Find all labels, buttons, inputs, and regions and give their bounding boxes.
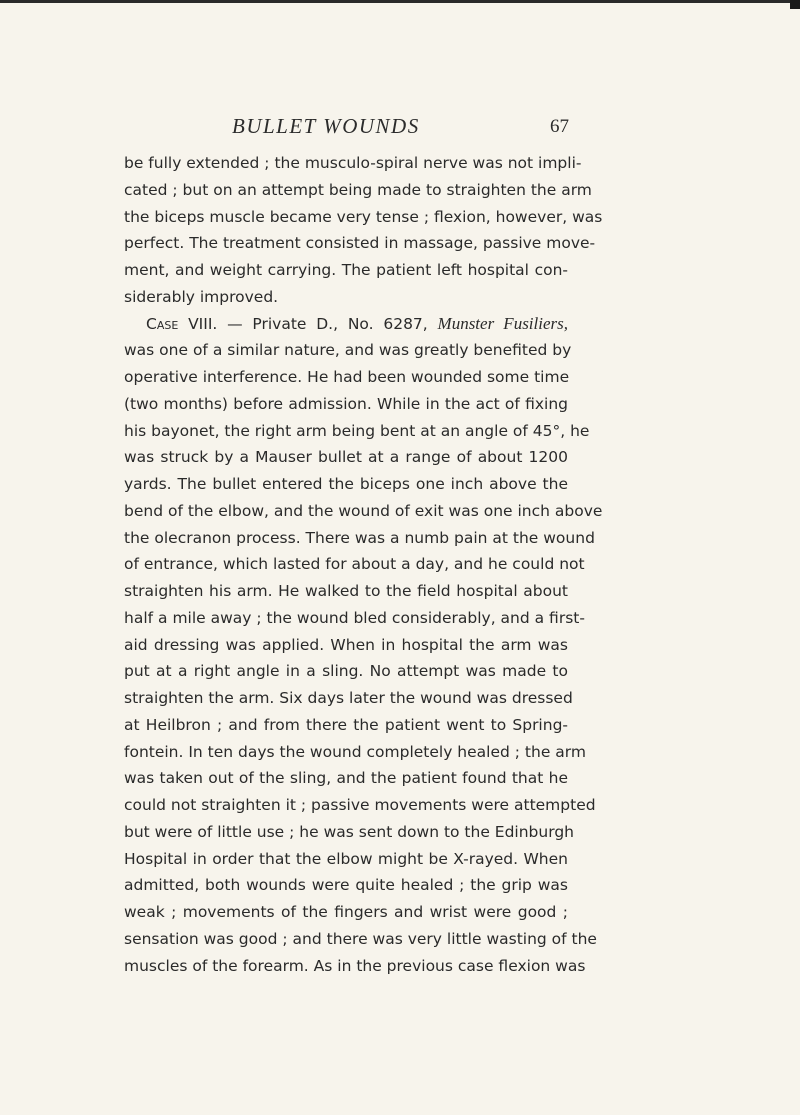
text-line: yards. The bullet entered the biceps one inch above the — [124, 475, 568, 493]
text-line: was one of a similar nature, and was greatly benefited by — [124, 341, 572, 360]
page-number: 67 — [550, 116, 569, 137]
corner-mark — [790, 0, 800, 9]
text-line: weak ; movements of the fingers and wrist were good ; — [124, 903, 568, 921]
text-line: was struck by a Mauser bullet at a range of about 1200 — [124, 448, 568, 467]
text-line: but were of little use ; he was sent down to the Edinburgh — [124, 822, 574, 841]
text-line: straighten his arm. He walked to the field hospital about — [124, 582, 568, 600]
text-line: the biceps muscle became very tense ; flexion, however, was — [124, 207, 603, 226]
patient-identifier: Private D., No. 6287, — [252, 314, 438, 333]
text-line: could not straighten it ; passive movements were attempted — [124, 796, 596, 814]
text-line: be fully extended ; the musculo-spiral nerve was not impli- — [124, 154, 582, 172]
text-line: was taken out of the sling, and the patient found that he — [124, 769, 568, 788]
text-line: sensation was good ; and there was very little wasting of the — [124, 929, 597, 948]
text-line: admitted, both wounds were quite healed ; the grip was — [124, 876, 568, 895]
text-line: (two months) before admission. While in the act of fixing — [124, 394, 568, 413]
text-line: bend of the elbow, and the wound of exit was one inch above — [124, 501, 603, 520]
text-line: muscles of the forearm. As in the previous case flexion was — [124, 956, 586, 975]
case-heading-line — [124, 311, 568, 338]
body-text — [124, 150, 603, 979]
text-line: Hospital in order that the elbow might be X-rayed. When — [124, 849, 568, 868]
running-head — [0, 114, 800, 144]
case-dash: — — [217, 314, 253, 333]
case-label: Case — [146, 314, 179, 333]
text-line: half a mile away ; the wound bled considerably, and a first- — [124, 608, 585, 627]
running-head-title: BULLET WOUNDS — [232, 114, 420, 138]
text-line: perfect. The treatment consisted in massage, passive move- — [124, 234, 596, 253]
text-line: his bayonet, the right arm being bent at an angle of 45°, he — [124, 421, 590, 440]
text-line: the olecranon process. There was a numb pain at the wound — [124, 528, 595, 547]
case-number: VIII. — [188, 314, 218, 333]
text-line: aid dressing was applied. When in hospital the arm was — [124, 635, 568, 654]
text-line: put at a right angle in a sling. No attempt was made to — [124, 662, 568, 681]
text-line: cated ; but on an attempt being made to straighten the arm — [124, 180, 592, 199]
text-line: of entrance, which lasted for about a day, and he could not — [124, 555, 585, 574]
text-line: at Heilbron ; and from there the patient went to Spring- — [124, 715, 568, 734]
text-line: straighten the arm. Six days later the wound was dressed — [124, 689, 573, 707]
top-edge-rule — [0, 0, 800, 3]
text-line: operative interference. He had been wounded some time — [124, 368, 570, 386]
text-line: ment, and weight carrying. The patient left hospital con- — [124, 261, 568, 279]
text-line: fontein. In ten days the wound completely healed ; the arm — [124, 742, 586, 761]
regiment-name: Munster Fusiliers, — [437, 313, 569, 333]
text-line: siderably improved. — [124, 287, 279, 306]
